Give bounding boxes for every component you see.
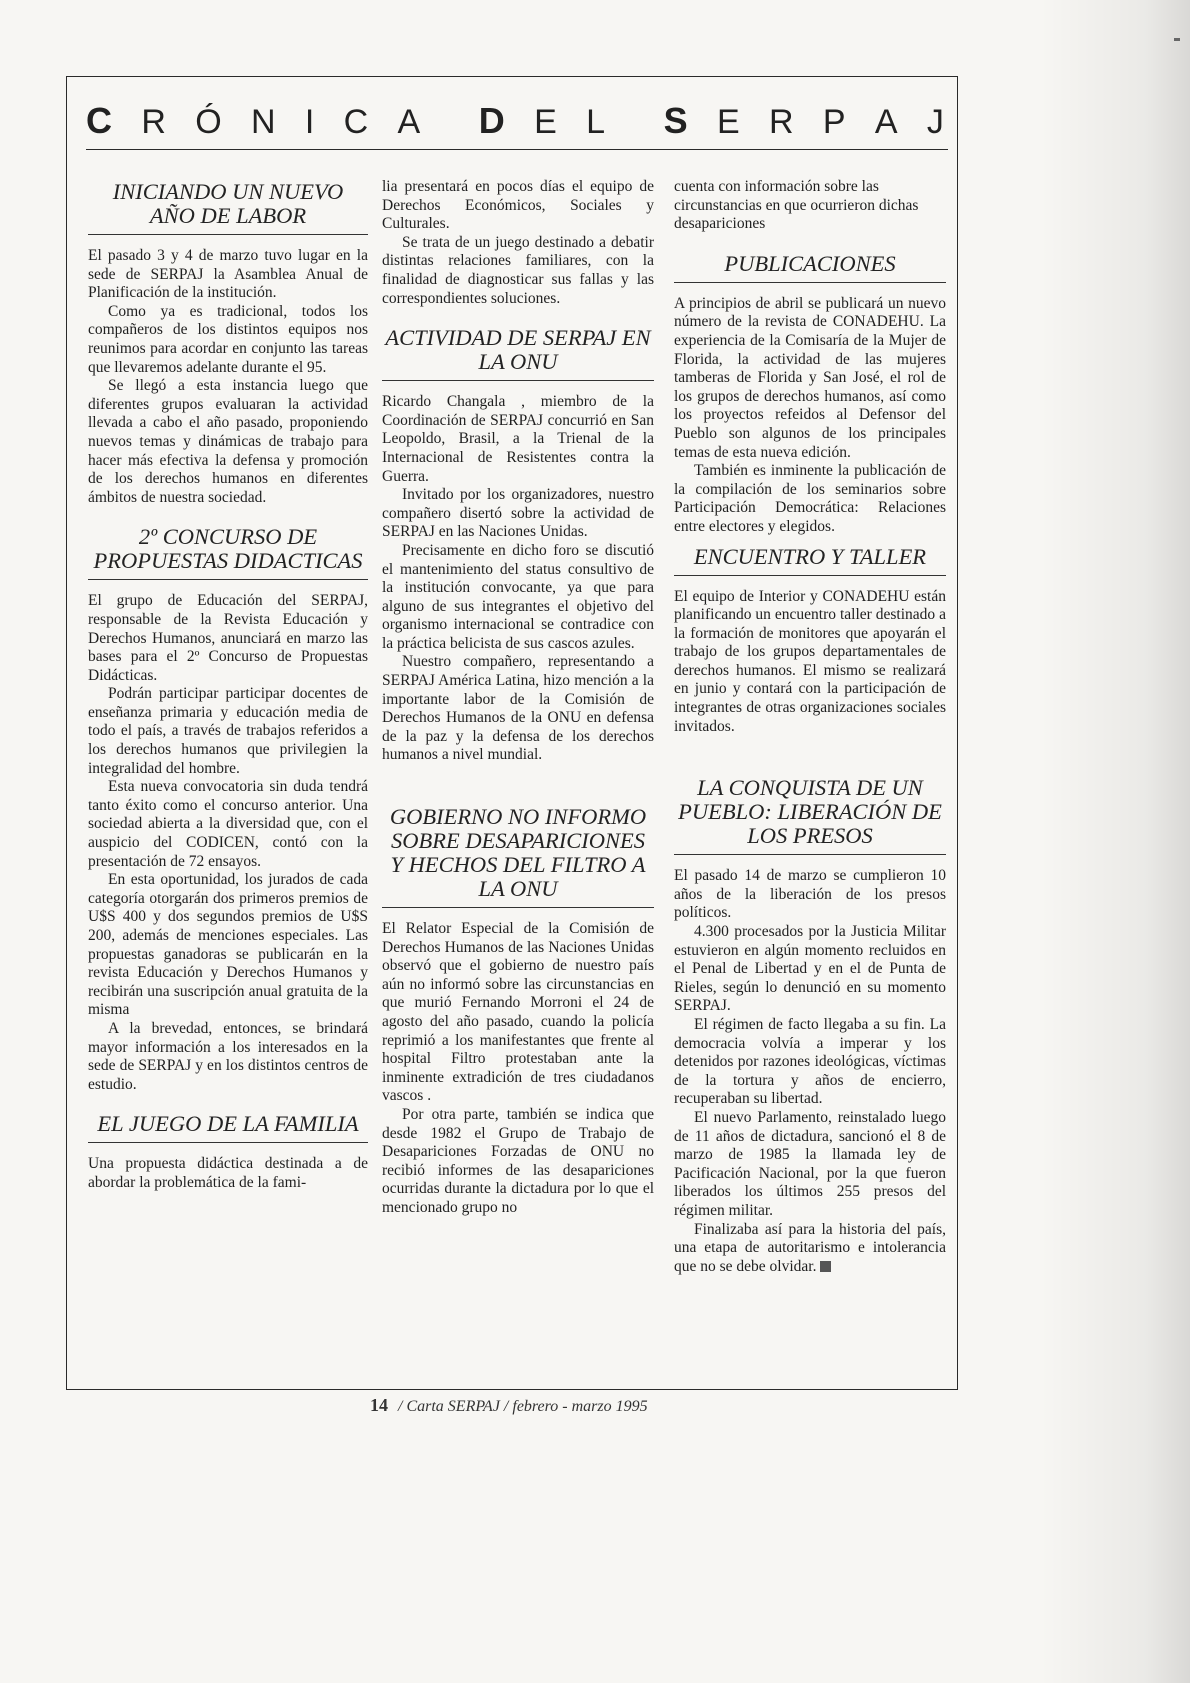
column-2	[382, 178, 654, 1218]
paragraph: Invitado por los organizadores, nuestro compañero disertó sobre la actividad de SERPAJ en las Naciones Unidas.	[382, 486, 654, 541]
paragraph: El equipo de Interior y CONADEHU están planificando un encuentro taller destinado a la formación de monitores que apoyarán el trabajo de los grupos departamentales de derechos humanos. El mismo se realizará en junio y contará con la participación de integrantes de otras organizaciones sociales invitados.	[674, 587, 946, 735]
section-rule	[674, 854, 946, 855]
paragraph: 4.300 procesados por la Justicia Militar estuvieron en algún momento recluidos en el Penal de Libertad y en el de Punta de Rieles, según lo denunció en su momento SERPAJ.	[674, 923, 946, 1015]
paragraph: Nuestro compañero, representando a SERPAJ América Latina, hizo mención a la importante labor de la Comisión de Derechos Humanos de la ONU en defensa de la paz y la defensa de los derechos humanos a nivel mundial.	[382, 653, 654, 764]
paragraph: También es inminente la publicación de la compilación de los seminarios sobre Participación Democrática: Relaciones entre electores y elegidos.	[674, 462, 946, 535]
section-title-juego-familia: EL JUEGO DE LA FAMILIA	[97, 1111, 359, 1137]
paragraph: El pasado 3 y 4 de marzo tuvo lugar en la sede de SERPAJ la Asamblea Anual de Planificación de la institución.	[88, 247, 368, 302]
page-header	[86, 98, 944, 142]
header-letter: A	[874, 103, 898, 141]
header-letter: E	[716, 103, 740, 141]
header-letter: J	[926, 103, 944, 141]
paragraph: A principios de abril se publicará un nuevo número de la revista de CONADEHU. La experiencia de la Comisaría de la Mujer de Florida, la actividad de las mujeres tamberas de Florida y San José, el rol de los grupos de derechos humanos, así como los proyectos refeidos al Defensor del Pueblo son algunos de los principales temas de esta nueva edición.	[674, 294, 946, 461]
section-title-publicaciones: PUBLICACIONES	[724, 250, 896, 276]
final-text: Finalizaba así para la historia del país, una etapa de autoritarismo e intolerancia que no se debe olvidar.	[674, 1220, 946, 1275]
section-title-actividad-onu: ACTIVIDAD DE SERPAJ EN LA ONU	[385, 325, 651, 375]
header-letter: R	[768, 103, 794, 141]
paragraph: A la brevedad, entonces, se brindará mayor información a los interesados en la sede de SERPAJ y en los distintos centros de estudio.	[88, 1019, 368, 1093]
header-letter: C	[343, 103, 369, 141]
scan-speck	[1174, 38, 1180, 41]
header-rule	[86, 149, 948, 150]
paragraph: Por otra parte, también se indica que desde 1982 el Grupo de Trabajo de Desapariciones Forzadas de ONU no recibió informes de las desapariciones ocurridas durante la dictadura por lo que el mencionado grupo no	[382, 1105, 654, 1216]
section-title-conquista-pueblo: LA CONQUISTA DE UN PUEBLO: LIBERACIÓN DE LOS PRESOS	[678, 775, 942, 849]
section-title-concurso: 2º CONCURSO DE PROPUESTAS DIDACTICAS	[93, 524, 363, 574]
paragraph: lia presentará en pocos días el equipo de Derechos Económicos, Sociales y Culturales.	[382, 178, 654, 233]
paragraph: El Relator Especial de la Comisión de Derechos Humanos de las Naciones Unidas observó que el gobierno de nuestro país aún no informó sobre las circunstancias en que murió Fernando Morroni el 24 de agosto del año pasado, cuando la policía reprimió a los manifestantes que frente al hospital Filtro protestaban ante la inminente extradición de tres ciudadanos vascos .	[382, 920, 654, 1105]
header-letter: I	[304, 103, 315, 141]
paragraph: El régimen de facto llegaba a su fin. La democracia volvía a imperar y los detenidos por razones ideológicas, víctimas de la tortura y años de encierro, recuperaban su libertad.	[674, 1016, 946, 1108]
page-edge-shadow	[1040, 0, 1190, 1683]
header-letter: P	[822, 103, 846, 141]
footer-text: / Carta SERPAJ / febrero - marzo 1995	[398, 1398, 648, 1415]
header-letter: D	[478, 100, 505, 141]
section-rule	[674, 575, 946, 576]
paragraph: Esta nueva convocatoria sin duda tendrá tanto éxito como el concurso anterior. Una sociedad abierta a la diversidad que, con el auspicio del CODICEN, contó con la presentación de 72 ensayos.	[88, 778, 368, 870]
paragraph: Se trata de un juego destinado a debatir distintas relaciones familiares, con la finalidad de diagnosticar sus fallas y las correspondientes soluciones.	[382, 233, 654, 307]
header-letter: N	[250, 103, 276, 141]
section-rule	[382, 907, 654, 908]
header-letter: E	[534, 103, 557, 141]
paragraph: Podrán participar participar docentes de enseñanza primaria y educación media de todo el país, a través de trabajos referidos a los derechos humanos que privilegien la integralidad del hombre.	[88, 685, 368, 777]
column-1	[88, 180, 368, 1193]
section-rule	[382, 380, 654, 381]
paragraph: El nuevo Parlamento, reinstalado luego de 11 años de dictadura, sancionó el 8 de marzo de 1985 la llamada ley de Pacificación Nacional, por la que fueron liberados los últimos 255 presos del régimen militar.	[674, 1108, 946, 1219]
paragraph: cuenta con información sobre las circunstancias en que ocurrieron dichas desapariciones	[674, 178, 919, 233]
section-rule	[88, 1142, 368, 1143]
section-rule	[88, 234, 368, 235]
section-rule	[674, 282, 946, 283]
paragraph: Precisamente en dicho foro se discutió el mantenimiento del status consultivo de la institución convocante, ya que para alguno de sus integrantes el objetivo del organismo internacional se contradice con la práctica belicista de sus cascos azules.	[382, 541, 654, 652]
page-footer	[370, 1395, 750, 1419]
paragraph: Como ya es tradicional, todos los compañeros de los distintos equipos nos reunimos para acordar en conjunto las tareas que llevaremos adelante durante el 95.	[88, 302, 368, 376]
section-title-iniciando: INICIANDO UN NUEVO AÑO DE LABOR	[112, 179, 344, 228]
header-letter: Ó	[195, 103, 222, 141]
paragraph-final	[674, 1221, 946, 1277]
section-rule	[88, 579, 368, 580]
section-title-gobierno-no-informo: GOBIERNO NO INFORMO SOBRE DESAPARICIONES Y HECHOS DEL FILTRO A LA ONU	[389, 804, 647, 902]
column-3	[674, 178, 946, 1276]
header-letter: C	[86, 100, 112, 141]
paragraph: El grupo de Educación del SERPAJ, responsable de la Revista Educación y Derechos Humanos, anunciará en marzo las bases para el 2º Concurso de Propuestas Didácticas.	[88, 592, 368, 684]
paragraph: Una propuesta didáctica destinada a de abordar la problemática de la fami-	[88, 1155, 368, 1191]
header-letter: A	[397, 103, 421, 141]
header-letter: L	[586, 103, 606, 141]
section-title-encuentro-taller: ENCUENTRO Y TALLER	[693, 543, 927, 569]
paragraph: En esta oportunidad, los jurados de cada categoría otorgarán dos primeros premios de U$S 400 y dos segundos premios de U$S 200, además de menciones especiales. Las propuestas ganadoras se publicarán en la revista Educación y Derechos Humanos y recibirán una suscripción anual gratuita de la misma	[88, 871, 368, 1019]
end-of-article-icon	[820, 1261, 831, 1272]
header-letter: R	[141, 103, 166, 141]
header-letter: S	[663, 100, 688, 141]
paragraph: Se llegó a esta instancia luego que diferentes grupos evaluaran la actividad llevada a cabo el año pasado, proponiendo nuevos temas y dinámicas de trabajo para hacer más efectiva la defensa y promoción de los derechos humanos en diferentes ámbitos de nuestra sociedad.	[88, 377, 368, 506]
paragraph: El pasado 14 de marzo se cumplieron 10 años de la liberación de los presos políticos.	[674, 867, 946, 922]
page-number: 14	[370, 1395, 388, 1415]
paragraph: Ricardo Changala , miembro de la Coordinación de SERPAJ concurrió en San Leopoldo, Brasil, a la Trienal de la Internacional de Resistentes contra la Guerra.	[382, 393, 654, 485]
